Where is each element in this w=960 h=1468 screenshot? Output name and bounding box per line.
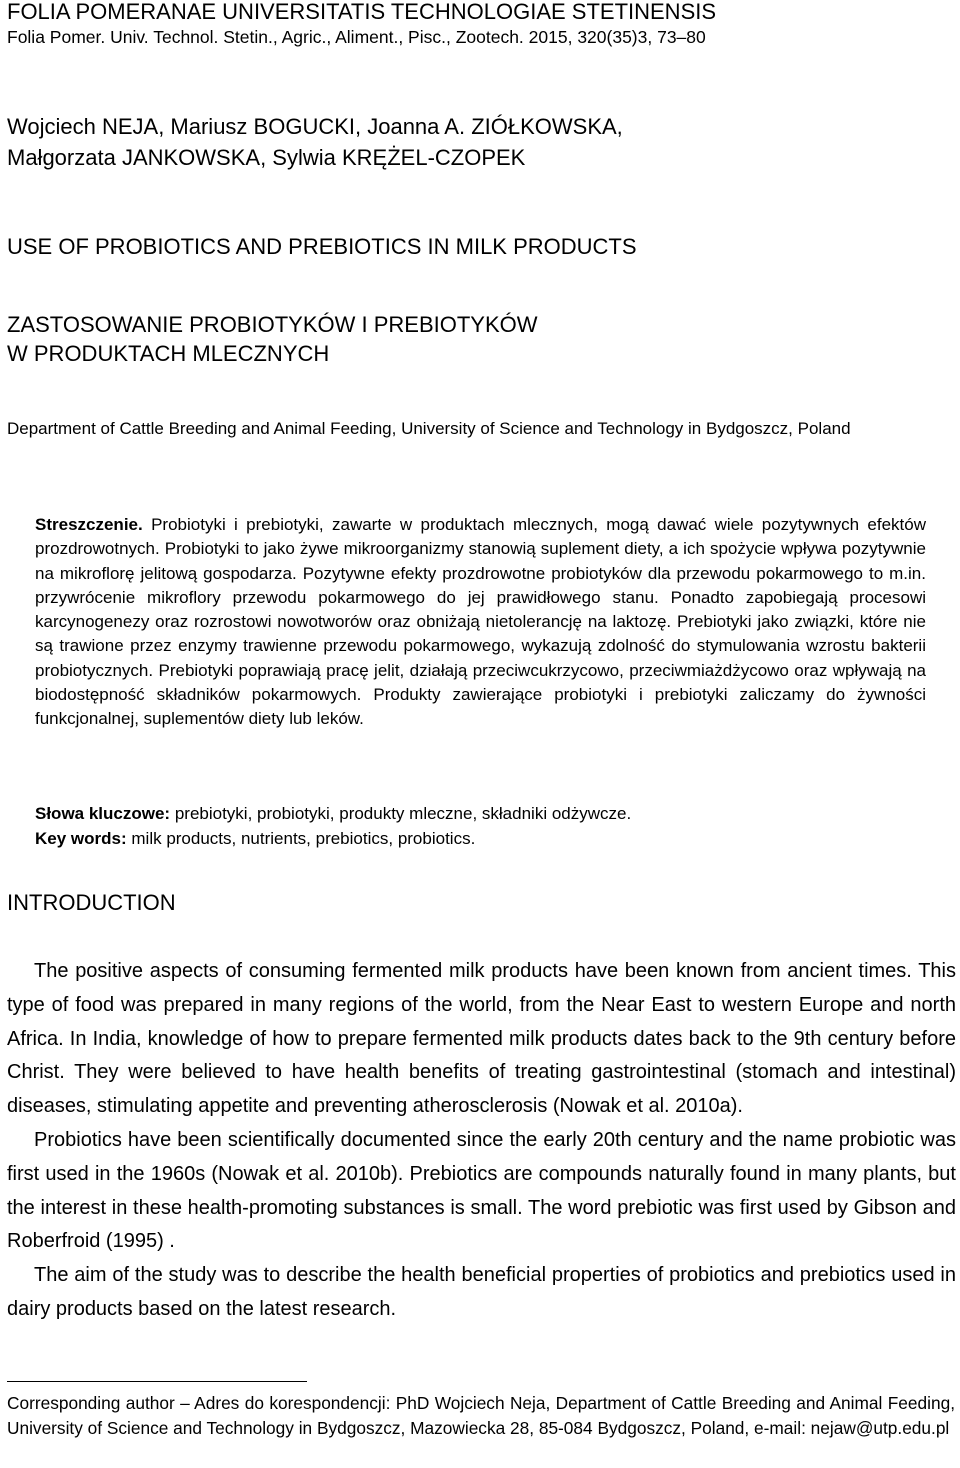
keywords-polish-text: prebiotyki, probiotyki, produkty mleczne, składniki odżywcze. — [174, 804, 632, 823]
journal-name: FOLIA POMERANAE UNIVERSITATIS TECHNOLOGIAE STETINENSIS — [7, 0, 717, 24]
author-list — [7, 111, 623, 173]
author-line-2: Małgorzata JANKOWSKA, Sylwia KRĘŻEL-CZOPEK — [7, 145, 526, 170]
abstract-text: Probiotyki i prebiotyki, zawarte w produktach mlecznych, mogą dawać wiele pozytywnych efektów prozdrowotnych. Probiotyki to jako żywe mikroorganizmy stanowią suplement diety, a ich spożycie wpływa pozytywnie na mikroflorę jelitową gospodarza. Pozytywne efekty prozdrowotne probiotyków dla przewodu pokarmowego to m.in. przywrócenie mikroflory przewodu pokarmowego do jej prawidłowego stanu. Ponadto zapobiegają procesowi karcynogenezy oraz rozrostowi nowotworów oraz obniżają nietolerancję na laktozę. Prebiotyki jako związki, które nie są trawione przez enzymy trawienne przewodu pokarmowego, wykazują zdolność do stymulowania wzrostu bakterii probiotycznych. Prebiotyki poprawiają pracę jelit, działają przeciwcukrzycowo, przeciwmiażdżycowo oraz wpływają na biodostępność składników pokarmowych. Produkty zawierające probiotyki i prebiotyki zaliczamy do żywności funkcjonalnej, suplementów diety lub leków. — [35, 515, 926, 729]
corresponding-author-footnote: Corresponding author – Adres do korespondencji: PhD Wojciech Neja, Department of Cattle Breeding and Animal Feeding, University of Science and Technology in Bydgoszcz, Mazowiecka 28, 85-084 Bydgoszcz, Poland, e-mail: nejaw@utp.edu.pl — [7, 1393, 955, 1438]
keywords-english — [35, 827, 475, 851]
intro-paragraph-1: The positive aspects of consuming fermented milk products have been known from ancient times. This type of food was prepared in many regions of the world, from the Near East to western Europe and north Africa. In India, knowledge of how to prepare fermented milk products dates back to the 9th century before Christ. They were believed to have health benefits of treating gastrointestinal (stomach and intestinal) diseases, stimulating appetite and preventing atherosclerosis (Nowak et al. 2010a). — [7, 960, 956, 1118]
section-heading-introduction: INTRODUCTION — [7, 890, 176, 915]
keywords-polish — [35, 802, 631, 826]
footnote-divider — [7, 1381, 307, 1382]
title-polish-line-2: W PRODUKTACH MLECZNYCH — [7, 341, 330, 366]
introduction-body — [7, 955, 956, 1327]
journal-citation: Folia Pomer. Univ. Technol. Stetin., Agric., Aliment., Pisc., Zootech. 2015, 320(35)3, 73–80 — [7, 27, 706, 47]
intro-paragraph-2: Probiotics have been scientifically documented since the early 20th century and the name probiotic was first used in the 1960s (Nowak et al. 2010b). Prebiotics are compounds naturally found in many plants, but the interest in these health-promoting substances is small. The word prebiotic was first used by Gibson and Roberfroid (1995) . — [7, 1128, 956, 1253]
title-english: USE OF PROBIOTICS AND PREBIOTICS IN MILK PRODUCTS — [7, 234, 637, 259]
title-polish — [7, 310, 538, 368]
affiliation: Department of Cattle Breeding and Animal Feeding, University of Science and Technology in Bydgoszcz, Poland — [7, 419, 851, 438]
keywords-english-label: Key words: — [35, 829, 127, 848]
intro-paragraph-3: The aim of the study was to describe the health beneficial properties of probiotics and prebiotics used in dairy products based on the latest research. — [7, 1264, 956, 1320]
keywords-polish-label: Słowa kluczowe: — [35, 804, 171, 823]
abstract — [35, 513, 926, 732]
author-line-1: Wojciech NEJA, Mariusz BOGUCKI, Joanna A. ZIÓŁKOWSKA, — [7, 114, 623, 139]
title-polish-line-1: ZASTOSOWANIE PROBIOTYKÓW I PREBIOTYKÓW — [7, 312, 538, 337]
abstract-label: Streszczenie. — [35, 515, 143, 534]
keywords-english-text: milk products, nutrients, prebiotics, probiotics. — [131, 829, 476, 848]
